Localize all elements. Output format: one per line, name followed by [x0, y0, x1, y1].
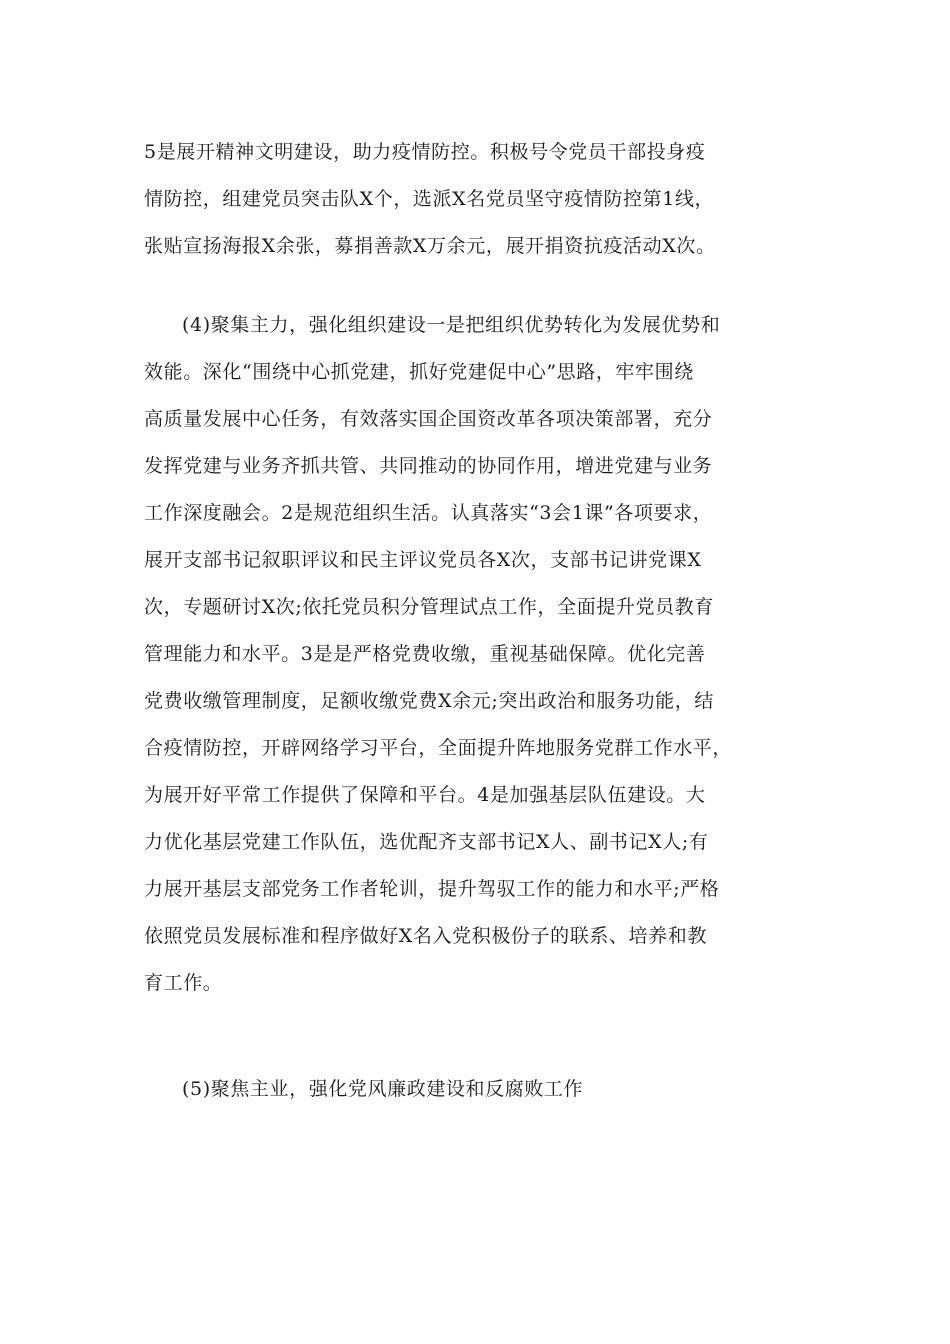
text-line: 情防控，组建党员突击队X个，选派X名党员坚守疫情防控第1线， — [144, 188, 715, 210]
text-line: 展开支部书记叙职评议和民主评议党员各X次，支部书记讲党课X — [144, 549, 702, 571]
text-line: 次，专题研讨X次;依托党员积分管理试点工作，全面提升党员教育 — [144, 596, 714, 618]
text-line: 管理能力和水平。3是是严格党费收缴，重视基础保障。优化完善 — [144, 643, 706, 665]
text-line: 依照党员发展标准和程序做好X名入党积极份子的联系、培养和教 — [144, 925, 707, 947]
text-line: 力展开基层支部党务工作者轮训，提升驾驭工作的能力和水平;严格 — [144, 878, 720, 900]
text-line: 5是展开精神文明建设，助力疫情防控。积极号令党员干部投身疫 — [144, 141, 706, 163]
paragraph-spiritual-civilization — [144, 129, 814, 270]
text-line: 党费收缴管理制度，足额收缴党费X余元;突出政治和服务功能，结 — [144, 690, 714, 712]
text-line: 发挥党建与业务齐抓共管、共同推动的协同作用，增进党建与业务 — [144, 455, 713, 477]
text-line: 力优化基层党建工作队伍，选优配齐支部书记X人、副书记X人;有 — [144, 831, 709, 853]
text-line: (4)聚集主力，强化组织建设一是把组织优势转化为发展优势和 — [182, 314, 721, 336]
paragraph-organization-building — [144, 302, 814, 1007]
text-line: 张贴宣扬海报X余张，募捐善款X万余元，展开捐资抗疫活动X次。 — [144, 235, 716, 257]
paragraph-section-heading — [144, 1066, 814, 1113]
text-line: 合疫情防控，开辟网络学习平台，全面提升阵地服务党群工作水平， — [144, 737, 733, 759]
section-heading: (5)聚焦主业，强化党风廉政建设和反腐败工作 — [182, 1078, 584, 1100]
text-line: 效能。深化“围绕中心抓党建，抓好党建促中心”思路，牢牢围绕 — [144, 361, 694, 383]
text-line: 高质量发展中心任务，有效落实国企国资改革各项决策部署，充分 — [144, 408, 713, 430]
text-line: 为展开好平常工作提供了保障和平台。4是加强基层队伍建设。大 — [144, 784, 706, 806]
text-line: 工作深度融会。2是规范组织生活。认真落实“3会1课”各项要求， — [144, 502, 713, 524]
text-line: 育工作。 — [144, 972, 223, 994]
